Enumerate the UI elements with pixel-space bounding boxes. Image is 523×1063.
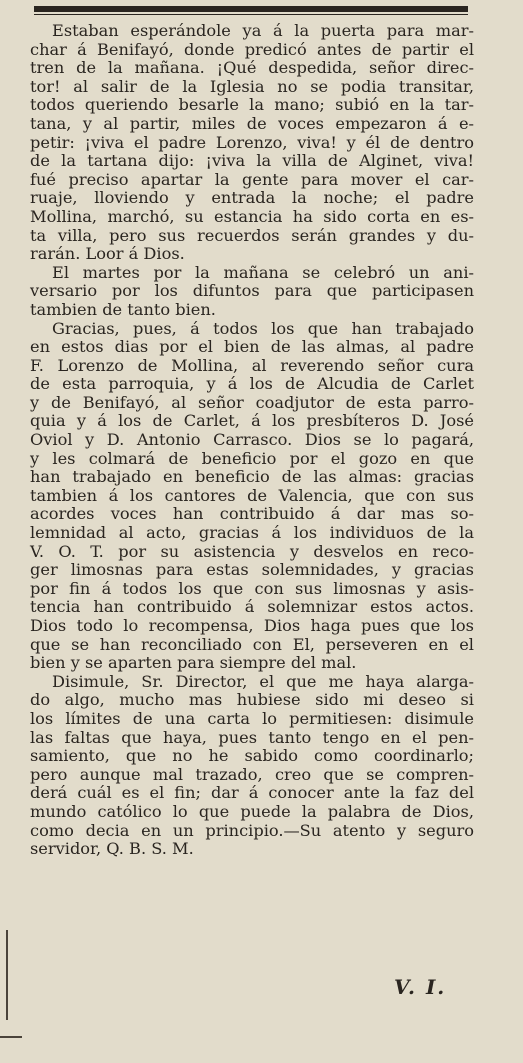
text-line: versario por los difuntos para que participasen xyxy=(30,281,474,301)
text-line: tambien á los cantores de Valencia, que con sus xyxy=(30,485,474,505)
text-line: do algo, mucho mas hubiese sido mi deseo si xyxy=(30,690,474,710)
column-margin-line xyxy=(6,930,8,1020)
text-line: F. Lorenzo de Mollina, al reverendo señor cura xyxy=(30,355,474,375)
text-line: tana, y al partir, miles de voces empezaron á e- xyxy=(30,113,474,133)
text-line: han trabajado en beneficio de las almas: gracias xyxy=(30,467,474,487)
text-line: bien y se aparten para siempre del mal. xyxy=(30,653,357,673)
text-line: samiento, que no he sabido como coordinarlo; xyxy=(30,746,474,766)
text-line: char á Benifayó, donde predicó antes de partir el xyxy=(30,39,474,59)
text-line: los límites de una carta lo permitiesen: disimule xyxy=(30,708,474,728)
text-line: tambien de tanto bien. xyxy=(30,299,216,319)
text-line: El martes por la mañana se celebró un ani- xyxy=(52,262,474,282)
text-line: mundo católico lo que puede la palabra de Dios, xyxy=(30,801,474,821)
text-line: quia y á los de Carlet, á los presbíteros D. José xyxy=(30,411,474,431)
text-line: ger limosnas para estas solemnidades, y gracias xyxy=(30,560,474,580)
text-line: Gracias, pues, á todos los que han trabajado xyxy=(52,318,474,338)
article-body xyxy=(30,22,474,859)
text-line: y de Benifayó, al señor coadjutor de esta parro- xyxy=(30,392,474,412)
text-line: tor! al salir de la Iglesia no se podia transitar, xyxy=(30,76,474,96)
text-line: Mollina, marchó, su estancia ha sido corta en es- xyxy=(30,206,474,226)
text-line: de esta parroquia, y á los de Alcudia de Carlet xyxy=(30,374,474,394)
paragraph xyxy=(30,264,474,320)
paragraph xyxy=(30,673,474,859)
text-line: derá cuál es el fin; dar á conocer ante la faz del xyxy=(30,783,474,803)
top-rule xyxy=(34,6,468,12)
paragraph xyxy=(30,320,474,673)
text-line: Dios todo lo recompensa, Dios haga pues que los xyxy=(30,616,474,635)
text-line: como decia en un principio.—Su atento y seguro xyxy=(30,820,474,840)
text-line: petir: ¡viva el padre Lorenzo, viva! y él de dentro xyxy=(30,132,474,152)
text-line: V. O. T. por su asistencia y desvelos en reco- xyxy=(30,541,474,561)
paragraph xyxy=(30,22,474,264)
text-line: todos queriendo besarle la mano; subió en la tar- xyxy=(30,95,474,115)
text-line: ta villa, pero sus recuerdos serán grandes y du- xyxy=(30,225,474,245)
text-line: Estaban esperándole ya á la puerta para mar- xyxy=(52,21,474,40)
text-line: tencia han contribuido á solemnizar estos actos. xyxy=(30,597,474,617)
text-line: ruaje, lloviendo y entrada la noche; el padre xyxy=(30,188,474,208)
top-rule-thin xyxy=(34,14,468,15)
text-line: fué preciso apartar la gente para mover el car- xyxy=(30,169,474,189)
text-line: Disimule, Sr. Director, el que me haya alarga- xyxy=(52,671,474,691)
signature: V. I. xyxy=(394,975,447,999)
text-line: servidor, Q. B. S. M. xyxy=(30,839,194,859)
text-line: pero aunque mal trazado, creo que se compren- xyxy=(30,764,474,784)
text-line: Oviol y D. Antonio Carrasco. Dios se lo pagará, xyxy=(30,430,474,450)
text-line: rarán. Loor á Dios. xyxy=(30,244,185,264)
bottom-margin-mark xyxy=(0,1036,22,1038)
text-line: en estos dias por el bien de las almas, al padre xyxy=(30,337,474,357)
text-line: las faltas que haya, pues tanto tengo en el pen- xyxy=(30,727,474,747)
text-line: que se han reconciliado con El, perseveren en el xyxy=(30,634,474,654)
text-line: de la tartana dijo: ¡viva la villa de Alginet, viva! xyxy=(30,151,474,171)
text-line: acordes voces han contribuido á dar mas so- xyxy=(30,504,474,524)
text-line: y les colmará de beneficio por el gozo en que xyxy=(30,448,474,468)
text-line: lemnidad al acto, gracias á los individuos de la xyxy=(30,523,474,543)
text-line: tren de la mañana. ¡Qué despedida, señor direc- xyxy=(30,58,474,78)
text-line: por fin á todos los que con sus limosnas y asis- xyxy=(30,578,474,598)
